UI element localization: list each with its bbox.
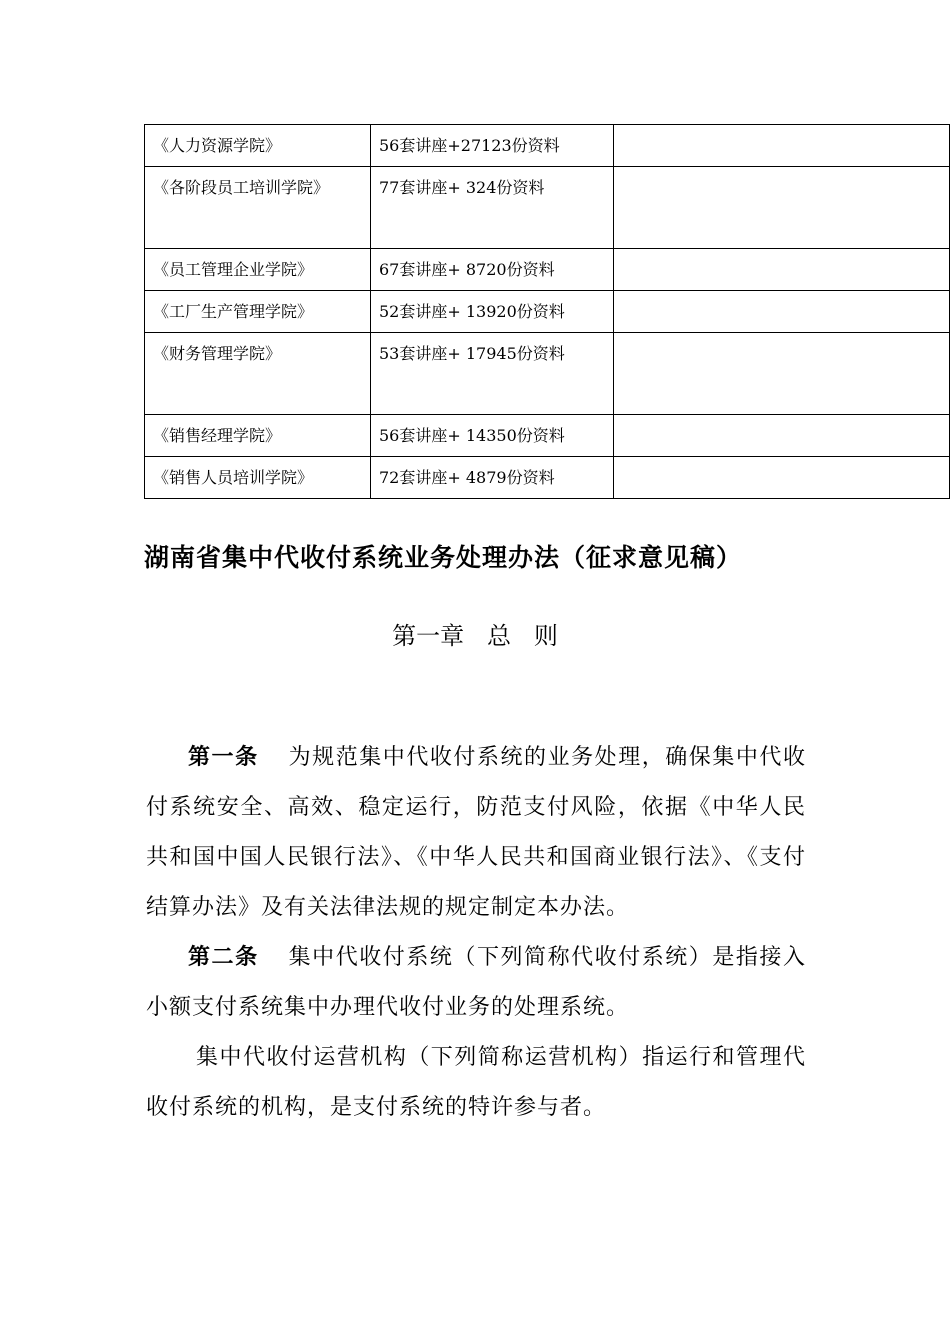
article-2	[146, 933, 806, 1033]
course-note	[614, 167, 950, 249]
catalog-table	[144, 124, 950, 499]
article-text: 集中代收付系统（下列简称代收付系统）是指接入小额支付系统集中办理代收付业务的处理系统。	[146, 945, 806, 1020]
article-1	[146, 733, 806, 933]
paragraph: 集中代收付运营机构（下列简称运营机构）指运行和管理代收付系统的机构，是支付系统的特许参与者。	[146, 1045, 806, 1120]
course-name: 《各阶段员工培训学院》	[145, 167, 371, 249]
table-row	[145, 333, 950, 415]
course-name: 《员工管理企业学院》	[145, 249, 371, 291]
course-content: 53套讲座+ 17945份资料	[371, 333, 614, 415]
table-row	[145, 167, 950, 249]
course-name: 《销售经理学院》	[145, 415, 371, 457]
course-name: 《人力资源学院》	[145, 125, 371, 167]
article-label: 第一条	[188, 745, 259, 770]
course-note	[614, 125, 950, 167]
course-content: 72套讲座+ 4879份资料	[371, 457, 614, 499]
table-row	[145, 415, 950, 457]
course-note	[614, 457, 950, 499]
article-text: 为规范集中代收付系统的业务处理，确保集中代收付系统安全、高效、稳定运行，防范支付风险，依据《中华人民共和国中国人民银行法》、《中华人民共和国商业银行法》、《支付结算办法》及有关法律法规的规定制定本办法。	[146, 745, 806, 920]
course-content: 67套讲座+ 8720份资料	[371, 249, 614, 291]
course-name: 《工厂生产管理学院》	[145, 291, 371, 333]
table-row	[145, 457, 950, 499]
course-note	[614, 249, 950, 291]
course-note	[614, 333, 950, 415]
course-content: 77套讲座+ 324份资料	[371, 167, 614, 249]
course-note	[614, 291, 950, 333]
table-row	[145, 291, 950, 333]
table-row	[145, 125, 950, 167]
chapter-heading: 第一章 总 则	[392, 622, 558, 650]
course-content: 56套讲座+27123份资料	[371, 125, 614, 167]
course-content: 52套讲座+ 13920份资料	[371, 291, 614, 333]
course-name: 《销售人员培训学院》	[145, 457, 371, 499]
article-label: 第二条	[188, 945, 259, 970]
table-row	[145, 249, 950, 291]
course-name: 《财务管理学院》	[145, 333, 371, 415]
document-body	[146, 733, 806, 1133]
document-title: 湖南省集中代收付系统业务处理办法（征求意见稿）	[144, 543, 743, 572]
course-content: 56套讲座+ 14350份资料	[371, 415, 614, 457]
course-note	[614, 415, 950, 457]
